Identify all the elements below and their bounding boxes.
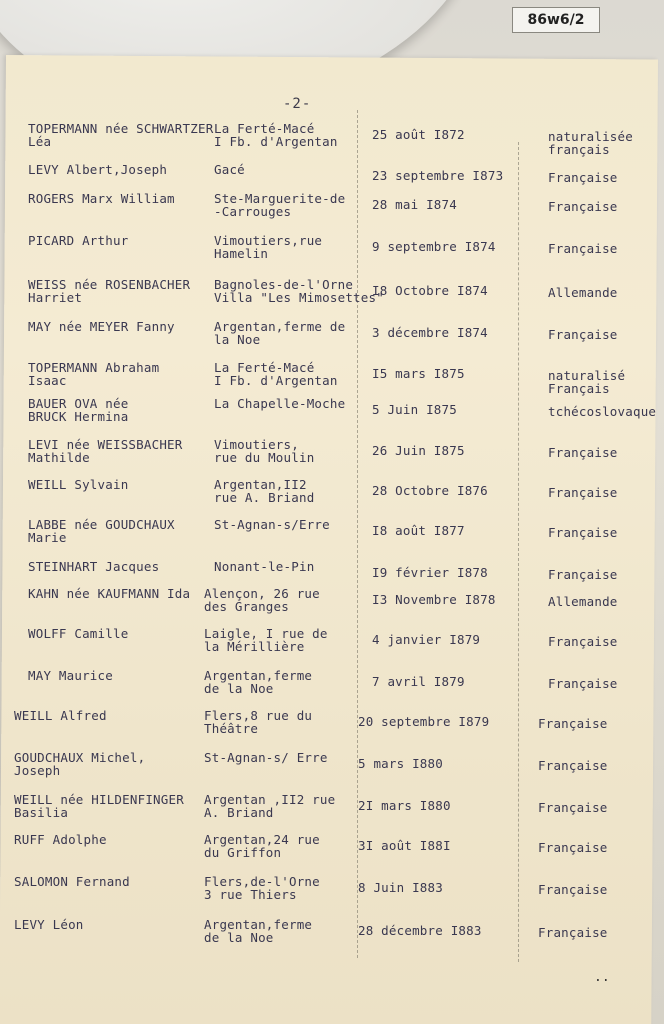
cell-text: I Fb. d'Argentan xyxy=(214,134,338,149)
date-cell xyxy=(372,484,488,497)
cell-text: Vimoutiers,rue xyxy=(214,233,323,248)
place-cell xyxy=(214,234,322,260)
cell-text: Argentan,II2 xyxy=(214,477,307,492)
cell-text: 4 janvier I879 xyxy=(372,632,481,647)
cell-text: Française xyxy=(538,800,608,815)
date-cell xyxy=(372,284,488,297)
place-cell xyxy=(214,163,245,176)
name-cell xyxy=(28,669,113,682)
cell-text: RUFF Adolphe xyxy=(14,832,107,847)
cell-text: Française xyxy=(548,567,618,582)
cell-text: Marie xyxy=(28,530,67,545)
cell-text: 3 rue Thiers xyxy=(204,887,297,902)
cell-text: TOPERMANN Abraham xyxy=(28,360,160,375)
place-cell xyxy=(214,320,345,346)
date-cell xyxy=(372,169,503,182)
cell-text: Mathilde xyxy=(28,450,90,465)
nationality-cell xyxy=(548,242,618,255)
cell-text: 28 décembre I883 xyxy=(358,923,482,938)
cell-text: Argentan,24 rue xyxy=(204,832,320,847)
name-cell xyxy=(14,709,107,722)
cell-text: Française xyxy=(538,716,608,731)
place-cell xyxy=(204,709,312,735)
cell-text: Ste-Marguerite-de xyxy=(214,191,346,206)
nationality-cell xyxy=(548,328,618,341)
cell-text: Argentan ,II2 rue xyxy=(204,792,336,807)
footer-mark: .. xyxy=(594,970,610,985)
cell-text: rue A. Briand xyxy=(214,490,315,505)
cell-text: 5 mars I880 xyxy=(358,756,443,771)
date-cell xyxy=(372,198,457,211)
cell-text: La Ferté-Macé xyxy=(214,360,315,375)
date-cell xyxy=(372,566,488,579)
place-cell xyxy=(214,438,314,464)
cell-text: 3I août I88I xyxy=(358,838,451,853)
cell-text: 28 Octobre I876 xyxy=(372,483,488,498)
cell-text: naturalisée xyxy=(548,129,633,144)
nationality-cell xyxy=(548,677,618,690)
cell-text: 2I mars I880 xyxy=(358,798,451,813)
place-cell xyxy=(214,560,314,573)
cell-text: la Noe xyxy=(214,332,261,347)
cell-text: Allemande xyxy=(548,594,618,609)
cell-text: 23 septembre I873 xyxy=(372,168,504,183)
date-cell xyxy=(358,757,443,770)
cell-text: Française xyxy=(548,676,618,691)
cell-text: Gacé xyxy=(214,162,245,177)
nationality-cell xyxy=(548,200,618,213)
name-cell xyxy=(28,560,159,573)
nationality-cell xyxy=(538,717,608,730)
cell-text: Française xyxy=(548,445,618,460)
column-divider xyxy=(357,110,358,958)
cell-text: la Mérillière xyxy=(204,639,305,654)
date-cell xyxy=(372,367,465,380)
cell-text: KAHN née KAUFMANN Ida xyxy=(28,586,191,601)
name-cell xyxy=(28,163,167,176)
cell-text: tchécoslovaque xyxy=(548,404,657,419)
name-cell xyxy=(14,918,84,931)
cell-text: BAUER OVA née xyxy=(28,396,129,411)
cell-text: Vimoutiers, xyxy=(214,437,299,452)
cell-text: La Chapelle-Moche xyxy=(214,396,346,411)
nationality-cell xyxy=(538,926,608,939)
cell-text: MAY Maurice xyxy=(28,668,113,683)
cell-text: Allemande xyxy=(548,285,618,300)
nationality-cell xyxy=(548,568,618,581)
cell-text: GOUDCHAUX Michel, xyxy=(14,750,146,765)
cell-text: Française xyxy=(538,840,608,855)
cell-text: Joseph xyxy=(14,763,61,778)
cell-text: naturalisé xyxy=(548,368,626,383)
column-divider xyxy=(518,142,519,962)
cell-text: Française xyxy=(548,485,618,500)
cell-text: A. Briand xyxy=(204,805,274,820)
cell-text: Laigle, I rue de xyxy=(204,626,328,641)
cell-text: SALOMON Fernand xyxy=(14,874,130,889)
cell-text: BRUCK Hermina xyxy=(28,409,129,424)
cell-text: STEINHART Jacques xyxy=(28,559,160,574)
cell-text: Française xyxy=(538,758,608,773)
page-number: -2- xyxy=(283,96,312,112)
date-cell xyxy=(372,403,457,416)
cell-text: WEILL née HILDENFINGER xyxy=(14,792,184,807)
cell-text: Argentan,ferme de xyxy=(214,319,346,334)
cell-text: I8 Octobre I874 xyxy=(372,283,488,298)
place-cell xyxy=(204,918,312,944)
date-cell xyxy=(372,675,465,688)
cell-text: 28 mai I874 xyxy=(372,197,457,212)
name-cell xyxy=(14,875,130,888)
nationality-cell xyxy=(548,369,625,395)
cell-text: Française xyxy=(538,925,608,940)
cell-text: de la Noe xyxy=(204,930,274,945)
cell-text: Bagnoles-de-l'Orne xyxy=(214,277,354,292)
name-cell xyxy=(14,751,145,777)
cell-text: ROGERS Marx William xyxy=(28,191,175,206)
cell-text: du Griffon xyxy=(204,845,282,860)
name-cell xyxy=(28,587,190,600)
name-cell xyxy=(28,192,175,205)
cell-text: Française xyxy=(538,882,608,897)
cell-text: TOPERMANN née SCHWARTZER xyxy=(28,121,214,136)
cell-text: Théâtre xyxy=(204,721,259,736)
cell-text: Hamelin xyxy=(214,246,269,261)
cell-text: 7 avril I879 xyxy=(372,674,465,689)
nationality-cell xyxy=(548,595,618,608)
date-cell xyxy=(372,593,496,606)
place-cell xyxy=(204,751,328,764)
cell-text: Harriet xyxy=(28,290,83,305)
cell-text: WEISS née ROSENBACHER xyxy=(28,277,191,292)
nationality-cell xyxy=(538,883,608,896)
cell-text: La Ferté-Macé xyxy=(214,121,315,136)
cell-text: 26 Juin I875 xyxy=(372,443,465,458)
place-cell xyxy=(204,833,320,859)
nationality-cell xyxy=(548,635,618,648)
name-cell xyxy=(28,518,175,544)
cell-text: Nonant-le-Pin xyxy=(214,559,315,574)
date-cell xyxy=(358,881,443,894)
cell-text: rue du Moulin xyxy=(214,450,315,465)
place-cell xyxy=(214,361,338,387)
nationality-cell xyxy=(548,526,618,539)
name-cell xyxy=(28,627,128,640)
cell-text: 5 Juin I875 xyxy=(372,402,457,417)
cell-text: Française xyxy=(548,170,618,185)
place-cell xyxy=(204,793,335,819)
date-cell xyxy=(372,326,488,339)
date-cell xyxy=(358,924,482,937)
cell-text: Français xyxy=(548,381,610,396)
cell-text: 9 septembre I874 xyxy=(372,239,496,254)
date-cell xyxy=(372,444,465,457)
name-cell xyxy=(14,833,107,846)
cell-text: MAY née MEYER Fanny xyxy=(28,319,175,334)
date-cell xyxy=(358,715,489,728)
cell-text: WEILL Alfred xyxy=(14,708,107,723)
name-cell xyxy=(28,278,190,304)
place-cell xyxy=(204,627,328,653)
place-cell xyxy=(214,122,338,148)
nationality-cell xyxy=(538,841,608,854)
place-cell xyxy=(204,587,320,613)
cell-text: Française xyxy=(548,634,618,649)
cell-text: Argentan,ferme xyxy=(204,668,313,683)
cell-text: 8 Juin I883 xyxy=(358,880,443,895)
name-cell xyxy=(28,361,159,387)
cell-text: -Carrouges xyxy=(214,204,292,219)
cell-text: Villa "Les Mimosettes" xyxy=(214,290,384,305)
cell-text: St-Agnan-s/Erre xyxy=(214,517,330,532)
place-cell xyxy=(204,875,320,901)
nationality-cell xyxy=(548,405,656,418)
cell-text: Argentan,ferme xyxy=(204,917,313,932)
place-cell xyxy=(214,518,330,531)
date-cell xyxy=(358,799,451,812)
nationality-cell xyxy=(548,130,633,156)
nationality-cell xyxy=(548,486,618,499)
nationality-cell xyxy=(538,759,608,772)
cell-text: Alençon, 26 rue xyxy=(204,586,320,601)
cell-text: de la Noe xyxy=(204,681,274,696)
nationality-cell xyxy=(548,446,618,459)
date-cell xyxy=(372,524,465,537)
cell-text: des Granges xyxy=(204,599,289,614)
name-cell xyxy=(28,397,128,423)
cell-text: Isaac xyxy=(28,373,67,388)
cell-text: Flers,de-l'Orne xyxy=(204,874,320,889)
date-cell xyxy=(358,839,451,852)
nationality-cell xyxy=(548,286,618,299)
nationality-cell xyxy=(548,171,618,184)
cell-text: LEVY Albert,Joseph xyxy=(28,162,168,177)
cell-text: français xyxy=(548,142,610,157)
name-cell xyxy=(28,438,183,464)
cell-text: St-Agnan-s/ Erre xyxy=(204,750,328,765)
cell-text: 3 décembre I874 xyxy=(372,325,488,340)
place-cell xyxy=(214,278,384,304)
cell-text: Française xyxy=(548,241,618,256)
cell-text: Flers,8 rue du xyxy=(204,708,313,723)
cell-text: I9 février I878 xyxy=(372,565,488,580)
cell-text: PICARD Arthur xyxy=(28,233,129,248)
cell-text: I Fb. d'Argentan xyxy=(214,373,338,388)
cell-text: Française xyxy=(548,199,618,214)
archive-label: 86w6/2 xyxy=(512,7,600,33)
date-cell xyxy=(372,633,480,646)
date-cell xyxy=(372,128,465,141)
name-cell xyxy=(28,234,128,247)
name-cell xyxy=(28,122,213,148)
nationality-cell xyxy=(538,801,608,814)
name-cell xyxy=(14,793,184,819)
cell-text: I3 Novembre I878 xyxy=(372,592,496,607)
cell-text: WEILL Sylvain xyxy=(28,477,129,492)
cell-text: Française xyxy=(548,327,618,342)
date-cell xyxy=(372,240,496,253)
cell-text: Léa xyxy=(28,134,52,149)
place-cell xyxy=(214,192,345,218)
cell-text: 20 septembre I879 xyxy=(358,714,490,729)
place-cell xyxy=(214,478,314,504)
name-cell xyxy=(28,320,175,333)
cell-text: I5 mars I875 xyxy=(372,366,465,381)
cell-text: LABBE née GOUDCHAUX xyxy=(28,517,175,532)
cell-text: 25 août I872 xyxy=(372,127,465,142)
name-cell xyxy=(28,478,128,491)
cell-text: I8 août I877 xyxy=(372,523,465,538)
cell-text: LEVI née WEISSBACHER xyxy=(28,437,183,452)
cell-text: WOLFF Camille xyxy=(28,626,129,641)
place-cell xyxy=(214,397,345,410)
cell-text: Basilia xyxy=(14,805,69,820)
cell-text: LEVY Léon xyxy=(14,917,84,932)
cell-text: Française xyxy=(548,525,618,540)
place-cell xyxy=(204,669,312,695)
